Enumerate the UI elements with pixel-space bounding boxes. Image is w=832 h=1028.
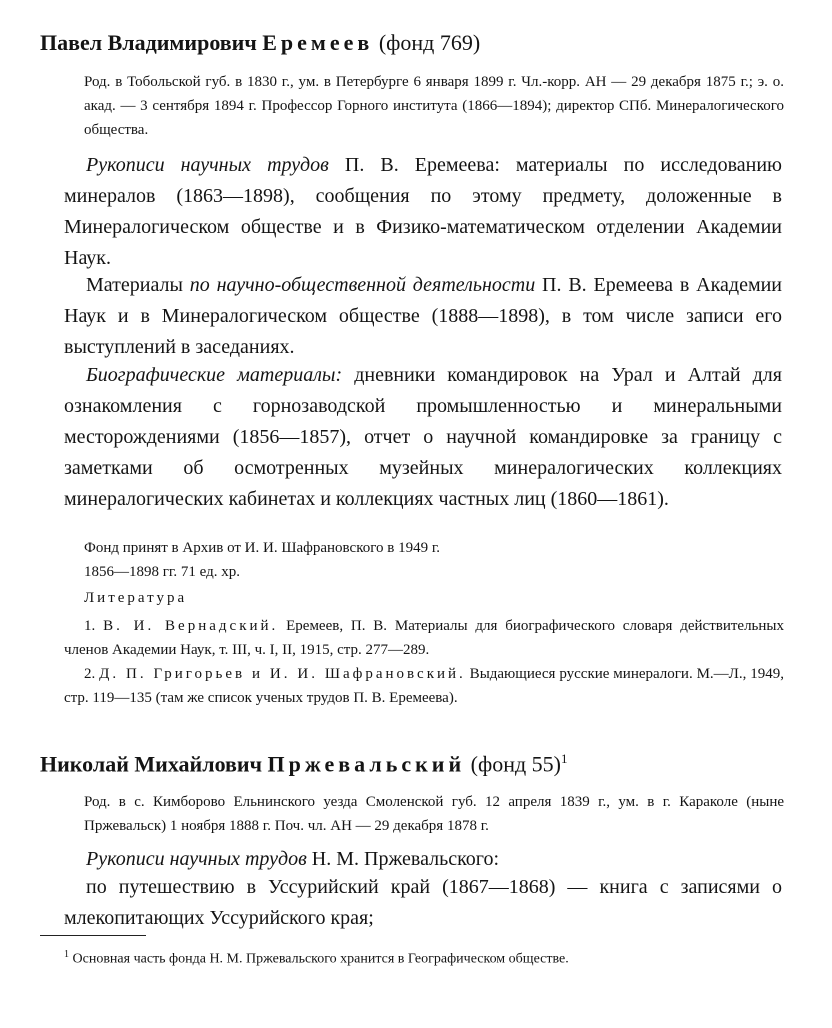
footnote-ref: 1 [561,751,568,766]
paragraph-manuscripts [64,150,782,274]
literature-item [64,662,784,710]
footnote [64,944,784,971]
literature-number: 1. [84,618,96,634]
person-name: Павел Владимирович [40,30,257,55]
paragraph-text: П. В. Еремеева: материалы по исследованию минералов (1863—1898), сообщения по этому предмету, доложенные в Минералогическом обществе и в Физико-математическом отделении Академии Наук. [64,154,782,269]
literature-heading: Литература [84,590,188,606]
footnote-mark: 1 [64,949,69,960]
literature-number: 2. [84,666,96,682]
person-surname: Пржевальский [267,751,466,777]
literature-text: Еремеев, П. В. Материалы для биографического словаря действительных членов Академии Наук, т. III, ч. I, II, 1915, стр. 277—289. [64,618,785,658]
paragraph-ussuri: по путешествию в Уссурийский край (1867—1868) — книга с записями о млекопитающих Уссурийского края; [64,876,782,929]
fund-accepted-note: Фонд принят в Архив от И. И. Шафрановского в 1949 г. [84,540,441,556]
literature-author: В. И. Вернадский. [103,618,279,634]
person-surname: Еремеев [262,30,374,55]
fund-number: (фонд 55) [470,751,561,777]
person-name: Николай Михайлович [40,751,262,777]
footnote-divider [40,935,146,936]
paragraph-lead: Биографические материалы: [86,364,343,386]
fund-number: (фонд 769) [378,30,481,55]
entry-heading-przhevalsky [40,746,568,777]
literature-author: Д. П. Григорьев и И. И. Шафрановский. [99,666,466,682]
footnote-text: Основная часть фонда Н. М. Пржевальского хранится в Географическом обществе. [72,951,569,967]
bio-note: Род. в с. Кимборово Ельнинского уезда Смоленской губ. 12 апреля 1839 г., ум. в г. Караколе (ныне Пржевальск) 1 ноября 1888 г. Поч. чл. АН — 29 декабря 1878 г. [84,794,784,834]
paragraph-public-activity [64,270,782,363]
paragraph-manuscripts [64,844,782,875]
bio-note: Род. в Тобольской губ. в 1830 г., ум. в Петербурге 6 января 1899 г. Чл.-корр. АН — 29 декабря 1875 г.; э. о. акад. — 3 сентября 1894 г. Профессор Горного института (1866—1894); директор СПб. Минералогического общества. [84,74,784,138]
paragraph-text: дневники командировок на Урал и Алтай для ознакомления с горнозаводской промышленностью и минеральными месторождениями (1856—1857), отчет о научной командировке за границу с заметками об осмотренных музейных минералогических коллекциях минералогических кабинетах и коллекциях частных лиц (1860—1861). [64,364,782,510]
fund-extent-note: 1856—1898 гг. 71 ед. хр. [84,564,240,580]
paragraph-text: Материалы [86,274,190,296]
paragraph-text: П. В. Еремеева в Академии Наук и в Минералогическом обществе (1888—1898), в том числе записи его выступлений в заседаниях. [64,274,783,358]
literature-text: Выдающиеся русские минералоги. М.—Л., 1949, стр. 119—135 (там же список ученых трудов П. В. Еремеева). [64,666,784,706]
paragraph-biographical [64,360,782,515]
paragraph-text: Н. М. Пржевальского: [306,848,500,870]
paragraph-lead: Рукописи научных трудов [86,154,329,176]
paragraph-lead: Рукописи научных трудов [86,848,307,870]
entry-heading-eremeev [40,30,480,56]
paragraph-emphasis: по научно-общественной деятельности [189,274,536,296]
literature-item [64,614,784,662]
